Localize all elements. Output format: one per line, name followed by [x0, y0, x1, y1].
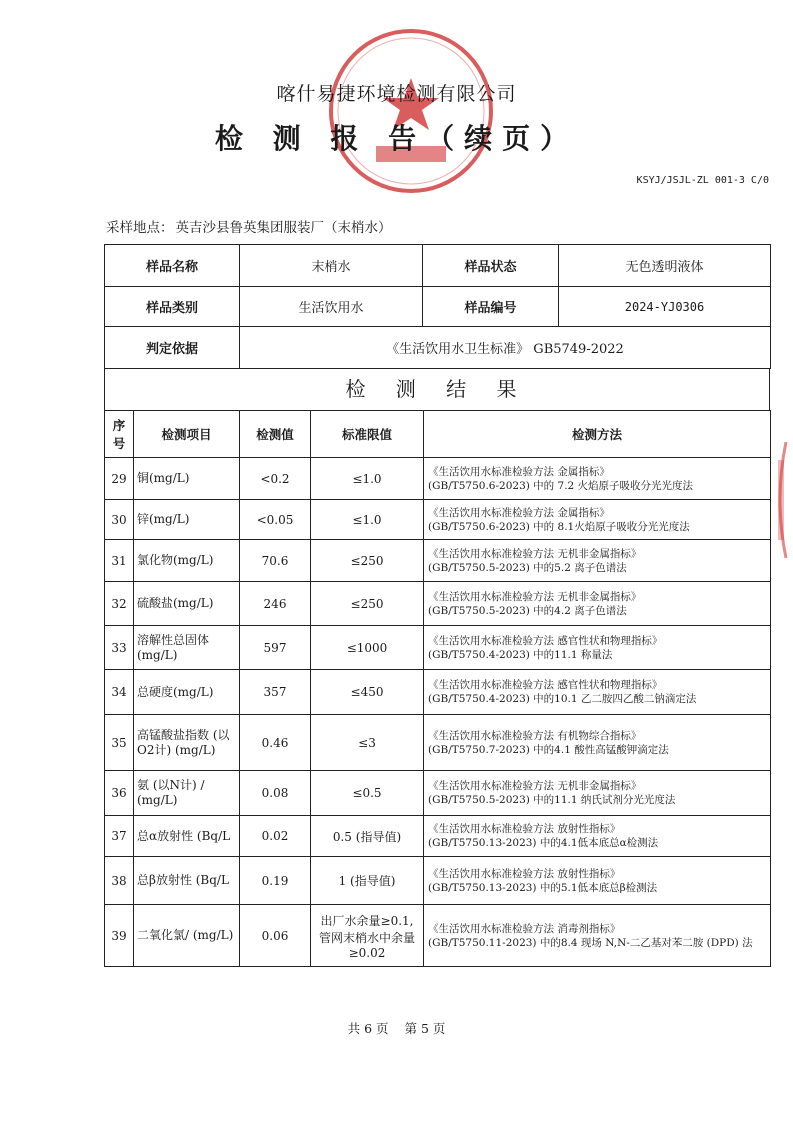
results-table — [104, 410, 771, 967]
sample-type-label: 样品类别 — [105, 287, 240, 327]
row-method-clause: (GB/T5750.11-2023) 中的8.4 现场 N,N-二乙基对苯二胺 (DPD) 法 — [428, 936, 753, 949]
row-method — [424, 500, 771, 540]
row-item: 总α放射性 (Bq/L — [134, 816, 240, 857]
row-method — [424, 582, 771, 626]
row-item: 高锰酸盐指数 (以O2计) (mg/L) — [134, 715, 240, 771]
sample-name-value: 末梢水 — [240, 245, 423, 287]
row-value: 0.06 — [240, 905, 311, 967]
header-limit: 标准限值 — [311, 411, 424, 458]
row-method-standard: 《生活饮用水标准检验方法 有机物综合指标》 — [428, 729, 642, 742]
row-limit: ≤1000 — [311, 626, 424, 670]
row-no: 31 — [105, 540, 134, 582]
row-limit: ≤1.0 — [311, 500, 424, 540]
row-value: <0.2 — [240, 458, 311, 500]
company-name: 喀什易捷环境检测有限公司 — [276, 83, 517, 105]
row-value: 0.08 — [240, 771, 311, 816]
row-no: 35 — [105, 715, 134, 771]
row-method-standard: 《生活饮用水标准检验方法 感官性状和物理指标》 — [428, 634, 663, 647]
row-value: 357 — [240, 670, 311, 715]
basis-label: 判定依据 — [105, 327, 240, 369]
row-method — [424, 905, 771, 967]
row-item: 二氧化氯/ (mg/L) — [134, 905, 240, 967]
row-method — [424, 670, 771, 715]
sampling-site-value: 英吉沙县鲁英集团服装厂（末梢水） — [175, 220, 392, 236]
row-method — [424, 857, 771, 905]
total-pages: 共 6 页 — [347, 1021, 389, 1036]
table-row — [105, 816, 771, 857]
sampling-site — [106, 216, 392, 236]
row-method-clause: (GB/T5750.4-2023) 中的11.1 称量法 — [428, 648, 613, 661]
row-item: 总β放射性 (Bq/L — [134, 857, 240, 905]
row-method-clause: (GB/T5750.7-2023) 中的4.1 酸性高锰酸钾滴定法 — [428, 743, 669, 756]
row-no: 29 — [105, 458, 134, 500]
row-no: 39 — [105, 905, 134, 967]
row-no: 38 — [105, 857, 134, 905]
row-method-clause: (GB/T5750.6-2023) 中的 7.2 火焰原子吸收分光光度法 — [428, 479, 694, 492]
row-item: 总硬度(mg/L) — [134, 670, 240, 715]
row-limit: ≤0.5 — [311, 771, 424, 816]
row-limit: 1 (指导值) — [311, 857, 424, 905]
basis-value: 《生活饮用水卫生标准》 GB5749-2022 — [240, 327, 771, 369]
row-no: 32 — [105, 582, 134, 626]
row-no: 36 — [105, 771, 134, 816]
row-item: 锌(mg/L) — [134, 500, 240, 540]
row-method-standard: 《生活饮用水标准检验方法 放射性指标》 — [428, 867, 621, 880]
row-no: 30 — [105, 500, 134, 540]
row-method-clause: (GB/T5750.6-2023) 中的 8.1火焰原子吸收分光光度法 — [428, 520, 690, 533]
sample-state-value: 无色透明液体 — [559, 245, 771, 287]
row-method-standard: 《生活饮用水标准检验方法 放射性指标》 — [428, 823, 621, 835]
row-value: 70.6 — [240, 540, 311, 582]
row-item: 铜(mg/L) — [134, 458, 240, 500]
row-item: 氨 (以N计) / (mg/L) — [134, 771, 240, 816]
row-method-standard: 《生活饮用水标准检验方法 金属指标》 — [428, 465, 610, 478]
header-method: 检测方法 — [424, 411, 771, 458]
row-method — [424, 715, 771, 771]
row-method-clause: (GB/T5750.5-2023) 中的5.2 离子色谱法 — [428, 561, 627, 574]
row-no: 34 — [105, 670, 134, 715]
row-no: 37 — [105, 816, 134, 857]
row-value: <0.05 — [240, 500, 311, 540]
row-value: 246 — [240, 582, 311, 626]
row-item: 溶解性总固体 (mg/L) — [134, 626, 240, 670]
seam-stamp — [772, 440, 788, 560]
table-row — [105, 458, 771, 500]
table-row — [105, 905, 771, 967]
sample-no-label: 样品编号 — [423, 287, 559, 327]
sample-no-value: 2024-YJ0306 — [559, 287, 771, 327]
row-method — [424, 458, 771, 500]
current-page: 第 5 页 — [404, 1021, 446, 1036]
company-seal-stamp — [326, 26, 496, 196]
table-row — [105, 715, 771, 771]
table-row — [105, 582, 771, 626]
sample-state-label: 样品状态 — [423, 245, 559, 287]
sample-name-label: 样品名称 — [105, 245, 240, 287]
sampling-site-label: 采样地点： — [106, 220, 174, 236]
table-row — [105, 626, 771, 670]
document-code: KSYJ/JSJL-ZL 001-3 C/0 — [636, 175, 769, 186]
page-footer — [0, 1019, 793, 1037]
row-method — [424, 626, 771, 670]
row-method-standard: 《生活饮用水标准检验方法 金属指标》 — [428, 506, 610, 519]
row-limit: ≤250 — [311, 540, 424, 582]
row-method-clause: (GB/T5750.13-2023) 中的4.1低本底总α检测法 — [428, 837, 659, 849]
table-row — [105, 670, 771, 715]
table-row — [105, 771, 771, 816]
row-limit: ≤450 — [311, 670, 424, 715]
row-limit: ≤1.0 — [311, 458, 424, 500]
sample-type-value: 生活饮用水 — [240, 287, 423, 327]
header-no: 序号 — [105, 411, 134, 458]
row-method-clause: (GB/T5750.4-2023) 中的10.1 乙二胺四乙酸二钠滴定法 — [428, 693, 697, 705]
row-method-standard: 《生活饮用水标准检验方法 无机非金属指标》 — [428, 780, 642, 792]
sample-info-table — [104, 244, 771, 369]
report-title: 检 测 报 告（续页） — [214, 122, 579, 155]
row-method-clause: (GB/T5750.5-2023) 中的11.1 纳氏试剂分光光度法 — [428, 794, 676, 806]
header-value: 检测值 — [240, 411, 311, 458]
row-method — [424, 771, 771, 816]
table-row — [105, 857, 771, 905]
row-value: 597 — [240, 626, 311, 670]
row-limit: ≤250 — [311, 582, 424, 626]
results-header-row — [105, 411, 771, 458]
row-method-standard: 《生活饮用水标准检验方法 消毒剂指标》 — [428, 922, 621, 935]
row-method-standard: 《生活饮用水标准检验方法 无机非金属指标》 — [428, 547, 642, 560]
row-method — [424, 816, 771, 857]
row-item: 硫酸盐(mg/L) — [134, 582, 240, 626]
row-value: 0.46 — [240, 715, 311, 771]
row-method-standard: 《生活饮用水标准检验方法 感官性状和物理指标》 — [428, 679, 663, 691]
row-limit: ≤3 — [311, 715, 424, 771]
row-method — [424, 540, 771, 582]
results-title: 检 测 结 果 — [104, 368, 770, 410]
row-value: 0.02 — [240, 816, 311, 857]
row-limit: 0.5 (指导值) — [311, 816, 424, 857]
table-row — [105, 540, 771, 582]
row-limit: 出厂水余量≥0.1, 管网末梢水中余量≥0.02 — [311, 905, 424, 967]
row-value: 0.19 — [240, 857, 311, 905]
row-item: 氯化物(mg/L) — [134, 540, 240, 582]
row-method-clause: (GB/T5750.5-2023) 中的4.2 离子色谱法 — [428, 604, 627, 617]
table-row — [105, 500, 771, 540]
header-item: 检测项目 — [134, 411, 240, 458]
row-no: 33 — [105, 626, 134, 670]
row-method-clause: (GB/T5750.13-2023) 中的5.1低本底总β检测法 — [428, 881, 658, 894]
row-method-standard: 《生活饮用水标准检验方法 无机非金属指标》 — [428, 590, 642, 603]
